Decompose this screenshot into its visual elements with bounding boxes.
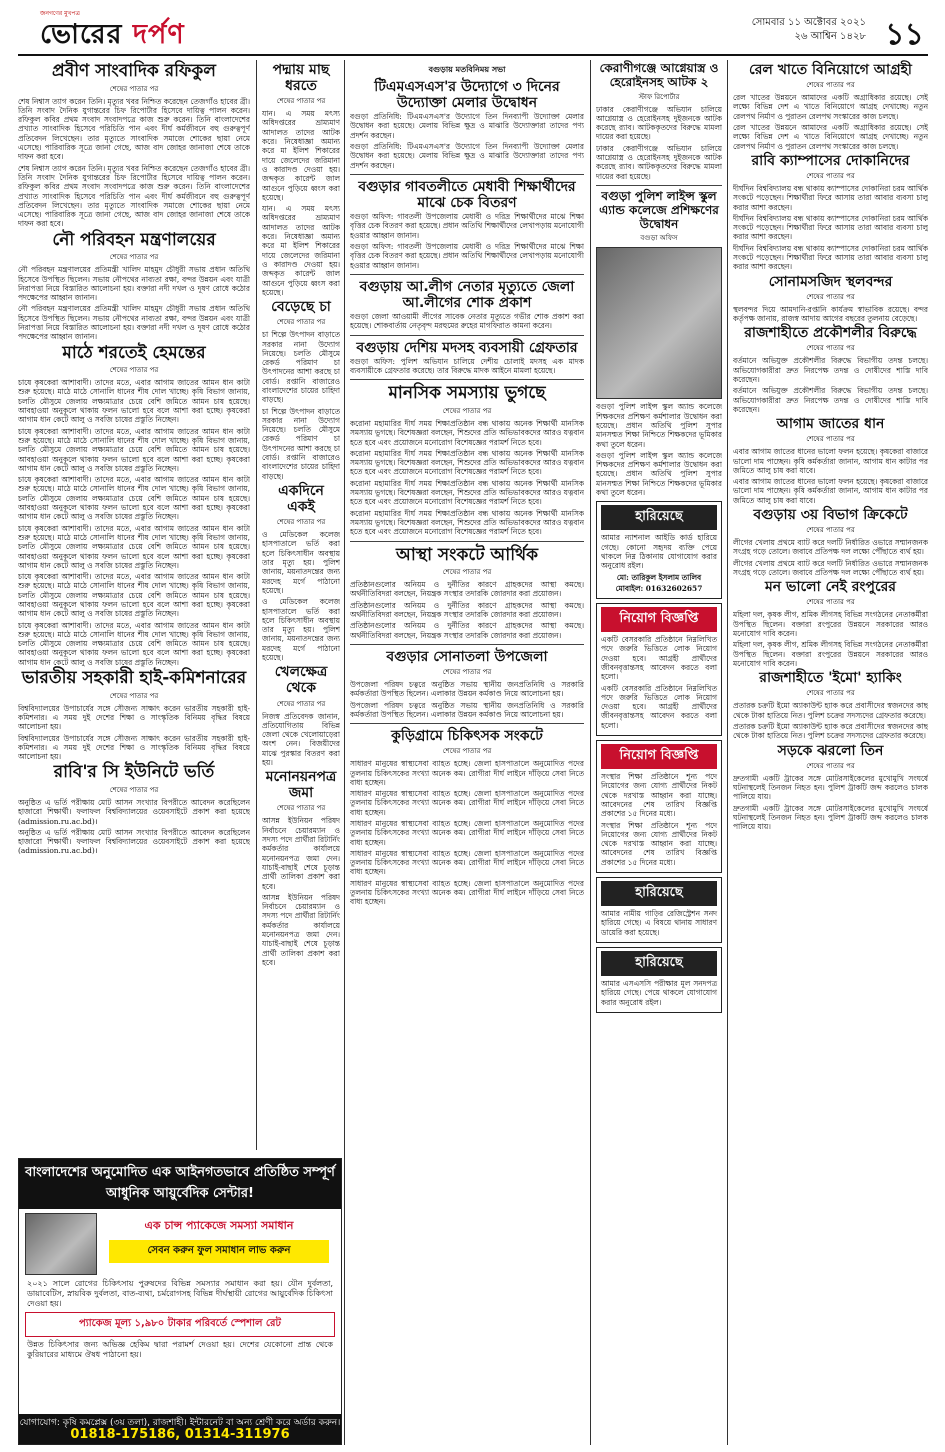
- article-text: বগুড়া প্রতিনিধি: টিএমএসএস'র উদ্যোগে তিন দিনব্যাপী উদ্যোক্তা মেলার উদ্বোধন করা হয়েছে। মেলায় বিভিন্ন ক্ষুদ্র ও মাঝারি উদ্যোক্তারা তাদের পণ্য প্রদর্শন করছেন।: [350, 112, 584, 140]
- article-text: বগুড়া অফিস: পুলিশ অভিযান চালিয়ে দেশীয় চোলাই মদসহ এক মাদক ব্যবসায়ীকে গ্রেফতার করেছে। তার বিরুদ্ধে মাদক আইনে মামলা হয়েছে।: [350, 356, 584, 376]
- continued-label: শেষের পাতার পর: [276, 518, 326, 527]
- article-text: করোনা মহামারির দীর্ঘ সময় শিক্ষাপ্রতিষ্ঠান বন্ধ থাকায় অনেক শিক্ষার্থী মানসিক সমস্যায় ভুগছে। বিশেষজ্ঞরা বলছেন, শিশুদের প্রতি অভিভাবকদের আরও যত্নবান হতে হবে এবং প্রয়োজনে মনোরোগ বিশেষজ্ঞের পরামর্শ নিতে হবে।: [350, 448, 584, 477]
- column-3: [350, 60, 584, 1445]
- headline-nou: নৌ পরিবহন মন্ত্রণালয়ের: [52, 229, 216, 250]
- continued-label: শেষের পাতার পর: [806, 761, 855, 770]
- ad-header-row: [25, 1213, 335, 1275]
- date-bengali: ২৬ আশ্বিন ১৪২৮: [794, 31, 866, 42]
- article-text: চাষে কৃষকেরা আশাবাদী। তাদের মতে, এবার আগাম জাতের আমন ধান কাটা শুরু হয়েছে। মাঠে মাঠে সোনালি ধানের শীষ দোল খাচ্ছে। কৃষি বিভাগ জানায়, চলতি মৌসুমে জেলায় লক্ষ্যমাত্রার চেয়ে বেশি জমিতে আমন চাষ হয়েছে। আবহাওয়া অনুকূলে থাকায় ফলন ভালো হবে বলে আশা করা হচ্ছে। কৃষকেরা আগাম ধান কেটে আলু ও সবজি চাষের প্রস্তুতি নিচ্ছেন।: [18, 620, 250, 667]
- article-text: সাধারণ মানুষের স্বাস্থ্যসেবা ব্যাহত হচ্ছে। জেলা হাসপাতালে অনুমোদিত পদের তুলনায় চিকিৎসকের সংখ্যা অনেক কম। রোগীরা দীর্ঘ লাইনে দাঁড়িয়ে সেবা নিতে বাধ্য হচ্ছেন।: [350, 759, 584, 787]
- continued-label: শেষের পাতার পর: [806, 171, 855, 180]
- headline-gabtoli: বগুড়ার গাবতলীতে মেধাবী শিক্ষার্থীদের মাঝে চেক বিতরণ: [358, 178, 576, 212]
- headline-agam: আগাম জাতের ধান: [776, 416, 885, 433]
- article-text: দ্রুতগামী একটি ট্রাকের সঙ্গে মোটরসাইকেলের মুখোমুখি সংঘর্ষে ঘটনাস্থলেই তিনজন নিহত হন। পুলিশ ট্রাকটি জব্দ করলেও চালক পালিয়ে যায়।: [733, 803, 928, 832]
- article-text: প্রতারক চক্রটি ইমো অ্যাকাউন্ট হ্যাক করে প্রবাসীদের স্বজনদের কাছ থেকে টাকা হাতিয়ে নিত। পুলিশ চক্রের সদস্যদের গ্রেফতার করেছে।: [733, 721, 928, 741]
- article-text: ও মেডিকেল কলেজ হাসপাতালে ভর্তি করা হলে চিকিৎসাধীন অবস্থায় তার মৃত্যু হয়। পুলিশ জানায়, ময়নাতদন্তের জন্য মরদেহ মর্গে পাঠানো হয়েছে।: [262, 530, 340, 595]
- divider: [350, 274, 584, 275]
- headline-modson: বগুড়ায় দেশিয় মদসহ ব্যবসায়ী গ্রেফতার: [356, 339, 578, 356]
- column-4: [596, 60, 722, 1445]
- continued-label: শেষের পাতার পর: [442, 667, 492, 676]
- police-training-photo: [596, 247, 722, 399]
- divider: [350, 335, 584, 336]
- headline-padma: পদ্মায় মাছ ধরতে: [272, 62, 330, 95]
- headline-tmss: টিএমএসএস'র উদ্যোগে ৩ দিনের উদ্যোক্তা মেলার উদ্বোধন: [374, 79, 560, 112]
- headline-ekdine: একদিনে একই: [278, 482, 324, 516]
- kicker-tmss: বগুড়ায় মতবিনিময় সভা: [428, 64, 506, 74]
- article-text: সাধারণ মানুষের স্বাস্থ্যসেবা ব্যাহত হচ্ছে। জেলা হাসপাতালে অনুমোদিত পদের তুলনায় চিকিৎসকের সংখ্যা অনেক কম। রোগীরা দীর্ঘ লাইনে দাঁড়িয়ে সেবা নিতে বাধ্য হচ্ছেন।: [350, 819, 584, 847]
- continued-label: শেষের পাতার পর: [806, 292, 855, 301]
- headline-police: বগুড়া পুলিশ লাইন্স স্কুল এ্যান্ড কলেজে প্রশিক্ষণের উদ্বোধন: [599, 188, 719, 231]
- article-text: মহিলা দল, কৃষক লীগ, শ্রমিক লীগসহ বিভিন্ন সংগঠনের নেতাকর্মীরা উপস্থিত ছিলেন। বক্তারা রংপুরের উন্নয়নে সরকারের আরও মনোযোগ দাবি করেন।: [733, 640, 928, 668]
- column-divider: [256, 60, 257, 1150]
- article-text: সাধারণ মানুষের স্বাস্থ্যসেবা ব্যাহত হচ্ছে। জেলা হাসপাতালে অনুমোদিত পদের তুলনায় চিকিৎসকের সংখ্যা অনেক কম। রোগীরা দীর্ঘ লাইনে দাঁড়িয়ে সেবা নিতে বাধ্য হচ্ছেন।: [350, 878, 584, 907]
- article-text: প্রতারক চক্রটি ইমো অ্যাকাউন্ট হ্যাক করে প্রবাসীদের স্বজনদের কাছ থেকে টাকা হাতিয়ে নিত। পুলিশ চক্রের সদস্যদের গ্রেফতার করেছে।: [733, 701, 928, 720]
- article-text: এবার আগাম জাতের ধানের ভালো ফলন হয়েছে। কৃষকেরা বাজারে ভালো দাম পাচ্ছেন। কৃষি কর্মকর্তারা জানান, আগাম ধান কাটার পর জমিতে আলু চাষ করা যাবে।: [733, 447, 928, 475]
- lost-notice-text: আমার এসএসসি পরীক্ষার মূল সনদপত্র হারিয়ে গেছে। পেয়ে থাকলে যোগাযোগ করার অনুরোধ রইল।: [601, 978, 717, 1007]
- continued-label: শেষের পাতার পর: [806, 689, 855, 698]
- divider: [596, 185, 722, 186]
- dateline: [752, 16, 866, 44]
- masthead-tagline: জনগণের মুখপত্র: [40, 10, 80, 17]
- headline-berechhe: বেড়েছে চা: [271, 299, 331, 316]
- continued-label: শেষের পাতার পর: [806, 344, 855, 353]
- job-notice-text: সংস্থার শিক্ষা প্রতিষ্ঠানে শূন্য পদে নিয়োগের জন্য যোগ্য প্রার্থীদের নিকট থেকে দরখাস্ত আহ্বান করা যাচ্ছে। আবেদনের শেষ তারিখ বিজ্ঞপ্তি প্রকাশের ১৫ দিনের মধ্যে।: [601, 772, 717, 819]
- continued-label: শেষের পাতার পর: [806, 81, 855, 90]
- job-notice-title: নিয়োগ বিজ্ঞপ্তি: [601, 744, 717, 769]
- headline-rajshahi-engineer: রাজশাহীতে প্রকৌশলীর বিরুদ্ধে: [744, 325, 917, 342]
- article-text: বগুড়া অফিস: গাবতলী উপজেলায় মেধাবী ও দরিদ্র শিক্ষার্থীদের মাঝে শিক্ষা বৃত্তির চেক বিতরণ করা হয়েছে। প্রধান অতিথি শিক্ষার্থীদের লেখাপড়ায় মনোযোগী হওয়ার আহ্বান জানান।: [350, 242, 584, 270]
- continued-label: শেষের পাতার পর: [109, 366, 159, 375]
- article-text: এবার আগাম জাতের ধানের ভালো ফলন হয়েছে। কৃষকেরা বাজারে ভালো দাম পাচ্ছেন। কৃষি কর্মকর্তারা জানান, আগাম ধান কাটার পর জমিতে আলু চাষ করা যাবে।: [733, 477, 928, 505]
- column-5: [733, 60, 928, 1445]
- article-text: বগুড়া পুলিশ লাইন্স স্কুল অ্যান্ড কলেজে শিক্ষকদের প্রশিক্ষণ কর্মশালার উদ্বোধন করা হয়েছে। প্রধান অতিথি পুলিশ সুপার মানসম্মত শিক্ষা নিশ্চিতে শিক্ষকদের ভূমিকার কথা তুলে ধরেন।: [596, 402, 722, 449]
- headline-sorok: সড়কে ঝরলো তিন: [777, 742, 884, 759]
- lost-notice-title: হারিয়েছে: [601, 951, 717, 976]
- article-text: দীর্ঘদিন বিশ্ববিদ্যালয় বন্ধ থাকায় ক্যাম্পাসের দোকানিরা চরম আর্থিক সংকটে পড়েছেন। শিক্ষার্থীরা ফিরে আসায় তারা আবার ব্যবসা চালু করার আশা করছেন।: [733, 213, 928, 242]
- masthead: [18, 8, 928, 56]
- date-gregorian: সোমবার ১১ অক্টোবর ২০২১: [751, 17, 866, 28]
- headline-rafiqul: প্রবীণ সাংবাদিক রফিকুল: [52, 61, 216, 81]
- continued-label: শেষের পাতার পর: [276, 318, 326, 327]
- article-text: বগুড়া অফিস: গাবতলী উপজেলায় মেধাবী ও দরিদ্র শিক্ষার্থীদের মাঝে শিক্ষা বৃত্তির চেক বিতরণ করা হয়েছে। প্রধান অতিথি শিক্ষার্থীদের লেখাপড়ায় মনোযোগী হওয়ার আহ্বান জানান।: [350, 212, 584, 240]
- job-notice-text: একটি বেসরকারি প্রতিষ্ঠানে নিম্নলিখিত পদে জরুরি ভিত্তিতে লোক নিয়োগ দেওয়া হবে। আগ্রহী প্রার্থীদের জীবনবৃত্তান্তসহ আবেদন করতে বলা হলো।: [601, 635, 717, 682]
- headline-keraniganj: কেরাণীগঞ্জে আগ্নেয়াস্ত্র ও হেরোইনসহ আটক ২: [599, 61, 719, 89]
- continued-label: শেষের পাতার পর: [276, 804, 326, 813]
- headline-rabi: রাবি'র সি ইউনিটে ভর্তি: [53, 762, 215, 783]
- headline-sonamosjid: সোনামসজিদ স্থলবন্দর: [768, 273, 893, 290]
- continued-label: শেষের পাতার পর: [109, 691, 159, 700]
- article-text: লীগের খেলায় প্রথমে ব্যাট করে দলটি নির্ধারিত ওভারে সম্মানজনক সংগ্রহ গড়ে তোলে। জবাবে প্রতিপক্ষ দল লক্ষ্যে পৌঁছাতে ব্যর্থ হয়।: [733, 538, 928, 557]
- article-text: সাধারণ মানুষের স্বাস্থ্যসেবা ব্যাহত হচ্ছে। জেলা হাসপাতালে অনুমোদিত পদের তুলনায় চিকিৎসকের সংখ্যা অনেক কম। রোগীরা দীর্ঘ লাইনে দাঁড়িয়ে সেবা নিতে বাধ্য হচ্ছেন।: [350, 789, 584, 817]
- article-text: চাষে কৃষকেরা আশাবাদী। তাদের মতে, এবার আগাম জাতের আমন ধান কাটা শুরু হয়েছে। মাঠে মাঠে সোনালি ধানের শীষ দোল খাচ্ছে। কৃষি বিভাগ জানায়, চলতি মৌসুমে জেলায় লক্ষ্যমাত্রার চেয়ে বেশি জমিতে আমন চাষ হয়েছে। আবহাওয়া অনুকূলে থাকায় ফলন ভালো হবে বলে আশা করা হচ্ছে। কৃষকেরা আগাম ধান কেটে আলু ও সবজি চাষের প্রস্তুতি নিচ্ছেন।: [18, 572, 250, 619]
- ad-product-image: [25, 1213, 97, 1275]
- ad-contact-bar: [19, 1414, 341, 1444]
- article-text: বগুড়া প্রতিনিধি: টিএমএসএস'র উদ্যোগে তিন দিনব্যাপী উদ্যোক্তা মেলার উদ্বোধন করা হয়েছে। মেলায় বিভিন্ন ক্ষুদ্র ও মাঝারি উদ্যোক্তারা তাদের পণ্য প্রদর্শন করছেন।: [350, 142, 584, 170]
- lost-notice-2: [596, 877, 722, 943]
- continued-label: শেষের পাতার পর: [806, 435, 855, 444]
- article-text: ঢাকার কেরাণীগঞ্জে অভিযান চালিয়ে আগ্নেয়াস্ত্র ও হেরোইনসহ দুইজনকে আটক করেছে র‍্যাব। আটককৃতদের বিরুদ্ধে মামলা দায়ের করা হয়েছে।: [596, 143, 722, 181]
- continued-label: শেষের পাতার পর: [806, 598, 855, 607]
- article-text: প্রতিষ্ঠানগুলোর অনিয়ম ও দুর্নীতির কারণে গ্রাহকদের আস্থা কমছে। অর্থনীতিবিদরা বলছেন, নিয়ন্ত্রক সংস্থার তদারকি জোরদার করা প্রয়োজন।: [350, 621, 584, 640]
- headline-rabi-shop: রাবি ক্যাম্পাসের দোকানিদের: [751, 152, 910, 169]
- continued-label: শেষের পাতার পর: [442, 406, 492, 415]
- column-1: [18, 60, 250, 1150]
- article-text: প্রতিষ্ঠানগুলোর অনিয়ম ও দুর্নীতির কারণে গ্রাহকদের আস্থা কমছে। অর্থনীতিবিদরা বলছেন, নিয়ন্ত্রক সংস্থার তদারকি জোরদার করা প্রয়োজন।: [350, 580, 584, 599]
- lost-notice-title: হারিয়েছে: [601, 505, 717, 530]
- ad-body-text-2: উন্নত চিকিৎসার জন্য অভিজ্ঞ হেকিম দ্বারা পরামর্শ দেওয়া হয়। দেশের যেকোনো প্রান্ত থেকে কুরিয়ারের মাধ্যমে ঔষধ পাঠানো হয়।: [27, 1340, 333, 1359]
- ad-phone-numbers: 01818-175186, 01314-311976: [70, 1427, 290, 1442]
- headline-kurigram: কুড়িগ্রামে চিকিৎসক সংকটে: [391, 728, 543, 745]
- divider: [350, 644, 584, 645]
- lost-notice-1: [596, 501, 722, 599]
- lost-notice-title: হারিয়েছে: [601, 881, 717, 906]
- article-text: উপজেলা পরিষদ চত্বরে অনুষ্ঠিত সভায় স্থানীয় জনপ্রতিনিধি ও সরকারি কর্মকর্তারা উপস্থিত ছিলেন। এলাকার উন্নয়ন কর্মকাণ্ড নিয়ে আলোচনা হয়।: [350, 700, 584, 719]
- ad-price: প্যাকেজ মূল্য ১,৯৮০ টাকার পরিবর্তে স্পেশাল রেট: [25, 1312, 335, 1337]
- article-text: চাষে কৃষকেরা আশাবাদী। তাদের মতে, এবার আগাম জাতের আমন ধান কাটা শুরু হয়েছে। মাঠে মাঠে সোনালি ধানের শীষ দোল খাচ্ছে। কৃষি বিভাগ জানায়, চলতি মৌসুমে জেলায় লক্ষ্যমাত্রার চেয়ে বেশি জমিতে আমন চাষ হয়েছে। আবহাওয়া অনুকূলে থাকায় ফলন ভালো হবে বলে আশা করা হচ্ছে। কৃষকেরা আগাম ধান কেটে আলু ও সবজি চাষের প্রস্তুতি নিচ্ছেন।: [18, 378, 250, 425]
- article-text: বর্তমানে অভিযুক্ত প্রকৌশলীর বিরুদ্ধে বিভাগীয় তদন্ত চলছে। অভিযোগকারীরা দ্রুত নিরপেক্ষ তদন্ত ও দোষীদের শাস্তি দাবি করেছেন।: [733, 386, 928, 414]
- column-2: [262, 60, 340, 1150]
- page-number: ১১: [885, 17, 924, 52]
- lost-notice-text: আমার ন্যাশনাল আইডি কার্ড হারিয়ে গেছে। কোনো সহৃদয় ব্যক্তি পেয়ে থাকলে নিম্ন ঠিকানায় যোগাযোগ করার অনুরোধ রইল।: [601, 533, 717, 571]
- article-text: দীর্ঘদিন বিশ্ববিদ্যালয় বন্ধ থাকায় ক্যাম্পাসের দোকানিরা চরম আর্থিক সংকটে পড়েছেন। শিক্ষার্থীরা ফিরে আসায় তারা আবার ব্যবসা চালু করার আশা করছেন।: [733, 183, 928, 212]
- article-text: লীগের খেলায় প্রথমে ব্যাট করে দলটি নির্ধারিত ওভারে সম্মানজনক সংগ্রহ গড়ে তোলে। জবাবে প্রতিপক্ষ দল লক্ষ্যে পৌঁছাতে ব্যর্থ হয়।: [733, 558, 928, 578]
- ad-highlight: সেবন করুন ফুল সমাধান লাভ করুন: [109, 1240, 329, 1263]
- article-text: বগুড়া পুলিশ লাইন্স স্কুল অ্যান্ড কলেজে শিক্ষকদের প্রশিক্ষণ কর্মশালার উদ্বোধন করা হয়েছে। প্রধান অতিথি পুলিশ সুপার মানসম্মত শিক্ষা নিশ্চিতে শিক্ষকদের ভূমিকার কথা তুলে ধরেন।: [596, 450, 722, 498]
- continued-label: শেষের পাতার পর: [109, 785, 159, 794]
- article-text: চাষে কৃষকেরা আশাবাদী। তাদের মতে, এবার আগাম জাতের আমন ধান কাটা শুরু হয়েছে। মাঠে মাঠে সোনালি ধানের শীষ দোল খাচ্ছে। কৃষি বিভাগ জানায়, চলতি মৌসুমে জেলায় লক্ষ্যমাত্রার চেয়ে বেশি জমিতে আমন চাষ হয়েছে। আবহাওয়া অনুকূলে থাকায় ফলন ভালো হবে বলে আশা করা হচ্ছে। কৃষকেরা আগাম ধান কেটে আলু ও সবজি চাষের প্রস্তুতি নিচ্ছেন।: [18, 523, 250, 570]
- article-text: যান। এ সময় মৎস্য অধিদপ্তরের ভ্রাম্যমাণ আদালত তাদের আটক করে। নিষেধাজ্ঞা অমান্য করে মা ইলিশ শিকারের দায়ে জেলেদের জরিমানা ও কারাদণ্ড দেওয়া হয়। জব্দকৃত কারেন্ট জাল আগুনে পুড়িয়ে ধ্বংস করা হয়েছে।: [262, 109, 340, 202]
- lost-notice-name: মো: তারিকুল ইসলাম তালিব: [616, 572, 702, 582]
- divider: [350, 174, 584, 175]
- headline-alig: বগুড়ায় আ.লীগ নেতার মৃত্যুতে জেলা আ.লীগের শোক প্রকাশ: [359, 278, 575, 312]
- continued-label: শেষের পাতার পর: [276, 699, 326, 708]
- ad-body-text: ২০২১ সালে রোগের চিকিৎসায় পুরুষদের বিভিন্ন সমস্যার সমাধান করা হয়। যৌন দুর্বলতা, ডায়াবেটিস, স্নায়বিক দুর্বলতা, বাত-ব্যথা, চর্মরোগসহ বিভিন্ন দীর্ঘস্থায়ী রোগের আয়ুর্বেদিক চিকিৎসা দেওয়া হয়।: [27, 1279, 333, 1308]
- logo-part1: ভোরের: [40, 19, 133, 50]
- ayurvedic-advertisement: [18, 1158, 342, 1445]
- article-text: অনুষ্ঠিত এ ভর্তি পরীক্ষায় মোট আসন সংখ্যার বিপরীতে আবেদন করেছিলেন হাজারো শিক্ষার্থী। ফলাফল বিশ্ববিদ্যালয়ের ওয়েবসাইটে প্রকাশ করা হয়েছে (admission.ru.ac.bd)।: [18, 797, 250, 826]
- ad-contact-address: যোগাযোগ: কৃষি কমপ্লেক্স (৩য় তলা), রাজশাহী। ইন্টারনেট বা অন্য শ্রেণী করে অর্ডার করুন।: [19, 1418, 341, 1428]
- article-text: বগুড়া জেলা আওয়ামী লীগের সাবেক নেতার মৃত্যুতে গভীর শোক প্রকাশ করা হয়েছে। শোকবার্তায় নেতৃবৃন্দ মরহুমের রুহের মাগফিরাত কামনা করেন।: [350, 312, 584, 331]
- lost-notice-phone: মোবাইল: 01632602657: [615, 583, 703, 593]
- article-text: চাষে কৃষকেরা আশাবাদী। তাদের মতে, এবার আগাম জাতের আমন ধান কাটা শুরু হয়েছে। মাঠে মাঠে সোনালি ধানের শীষ দোল খাচ্ছে। কৃষি বিভাগ জানায়, চলতি মৌসুমে জেলায় লক্ষ্যমাত্রার চেয়ে বেশি জমিতে আমন চাষ হয়েছে। আবহাওয়া অনুকূলে থাকায় ফলন ভালো হবে বলে আশা করা হচ্ছে। কৃষকেরা আগাম ধান কেটে আলু ও সবজি চাষের প্রস্তুতি নিচ্ছেন।: [18, 426, 250, 473]
- article-text: নৌ পরিবহন মন্ত্রণালয়ের প্রতিমন্ত্রী খালিদ মাহমুদ চৌধুরী সভায় প্রধান অতিথি হিসেবে উপস্থিত ছিলেন। সভায় নৌপথের নাব্যতা রক্ষা, বন্দর উন্নয়ন এবং যাত্রী নিরাপত্তা নিয়ে বিস্তারিত আলোচনা হয়। বক্তারা নদী দখল ও দূষণ রোধে কঠোর পদক্ষেপের আহ্বান জানান।: [18, 265, 250, 303]
- article-text: চা শিল্পে উৎপাদন বাড়াতে সরকার নানা উদ্যোগ নিয়েছে। চলতি মৌসুমে রেকর্ড পরিমাণ চা উৎপাদনের আশা করছে চা বোর্ড। রপ্তানি বাজারেও বাংলাদেশের চায়ের চাহিদা বাড়ছে।: [262, 406, 340, 481]
- lost-notice-text: আমার নামীয় গাড়ির রেজিস্ট্রেশন সনদ হারিয়ে গেছে। এ বিষয়ে থানায় সাধারণ ডায়েরি করা হয়েছে।: [601, 909, 717, 937]
- headline-cricket: বগুড়ায় ৩য় বিভাগ ক্রিকেটে: [753, 507, 908, 524]
- logo-part2: দর্পণ: [132, 19, 185, 50]
- job-notice-1: [596, 603, 722, 736]
- article-text: সাধারণ মানুষের স্বাস্থ্যসেবা ব্যাহত হচ্ছে। জেলা হাসপাতালে অনুমোদিত পদের তুলনায় চিকিৎসকের সংখ্যা অনেক কম। রোগীরা দীর্ঘ লাইনে দাঁড়িয়ে সেবা নিতে বাধ্য হচ্ছেন।: [350, 848, 584, 877]
- article-text: প্রতিষ্ঠানগুলোর অনিয়ম ও দুর্নীতির কারণে গ্রাহকদের আস্থা কমছে। অর্থনীতিবিদরা বলছেন, নিয়ন্ত্রক সংস্থার তদারকি জোরদার করা প্রয়োজন।: [350, 600, 584, 619]
- headline-sonatola: বগুড়ার সোনাতলা উপজেলা: [386, 648, 548, 665]
- headline-math: মাঠে শরতেই হেমন্তের: [62, 342, 206, 363]
- article-text: নৌ পরিবহন মন্ত্রণালয়ের প্রতিমন্ত্রী খালিদ মাহমুদ চৌধুরী সভায় প্রধান অতিথি হিসেবে উপস্থিত ছিলেন। সভায় নৌপথের নাব্যতা রক্ষা, বন্দর উন্নয়ন এবং যাত্রী নিরাপত্তা নিয়ে বিস্তারিত আলোচনা হয়। বক্তারা নদী দখল ও দূষণ রোধে কঠোর পদক্ষেপের আহ্বান জানান।: [18, 304, 250, 342]
- column-divider: [590, 60, 591, 1445]
- lost-notice-3: [596, 947, 722, 1013]
- ad-header-text: [103, 1213, 335, 1275]
- headline-khelkhetra: খেলক্ষেত্র থেকে: [274, 664, 328, 697]
- continued-label: শেষের পাতার পর: [109, 84, 159, 93]
- ad-headline: বাংলাদেশের অনুমোদিত এক আইনগতভাবে প্রতিষ্ঠিত সম্পূর্ণ আধুনিক আয়ুর্বেদিক সেন্টার!: [19, 1159, 341, 1209]
- article-text: করোনা মহামারির দীর্ঘ সময় শিক্ষাপ্রতিষ্ঠান বন্ধ থাকায় অনেক শিক্ষার্থী মানসিক সমস্যায় ভুগছে। বিশেষজ্ঞরা বলছেন, শিশুদের প্রতি অভিভাবকদের আরও যত্নবান হতে হবে এবং প্রয়োজনে মনোরোগ বিশেষজ্ঞের পরামর্শ নিতে হবে।: [350, 508, 584, 537]
- job-notice-2: [596, 740, 722, 873]
- article-text: রেল খাতের উন্নয়নে আমাদের একটি অগ্রাধিকার রয়েছে। সেই লক্ষ্যে বিভিন্ন দেশ এ খাতে বিনিয়োগে আগ্রহ দেখাচ্ছে। নতুন রেলপথ নির্মাণ ও পুরাতন রেলপথ সংস্কারের কাজ চলছে।: [733, 93, 928, 121]
- job-notice-text: একটি বেসরকারি প্রতিষ্ঠানে নিম্নলিখিত পদে জরুরি ভিত্তিতে লোক নিয়োগ দেওয়া হবে। আগ্রহী প্রার্থীদের জীবনবৃত্তান্তসহ আবেদন করতে বলা হলো।: [601, 683, 717, 730]
- headline-mon: মন ভালো নেই রংপুরের: [765, 579, 896, 596]
- article-text: আসন্ন ইউনিয়ন পরিষদ নির্বাচনে চেয়ারম্যান ও সদস্য পদে প্রার্থীরা রিটার্নিং কর্মকর্তার কার্যালয়ে মনোনয়নপত্র জমা দেন। যাচাই-বাছাই শেষে চূড়ান্ত প্রার্থী তালিকা প্রকাশ করা হবে।: [262, 816, 340, 891]
- headline-rail: রেল খাতে বিনিয়োগে আগ্রহী: [749, 62, 912, 78]
- article-text: নিজস্ব প্রতিবেদক জানান, প্রতিযোগিতায় বিভিন্ন জেলা থেকে খেলোয়াড়েরা অংশ নেন। বিজয়ীদের মাঝে পুরস্কার বিতরণ করা হয়।: [262, 711, 340, 767]
- headline-manosik: মানসিক সমস্যায় ভুগছে: [388, 383, 546, 404]
- article-text: করোনা মহামারির দীর্ঘ সময় শিক্ষাপ্রতিষ্ঠান বন্ধ থাকায় অনেক শিক্ষার্থী মানসিক সমস্যায় ভুগছে। বিশেষজ্ঞরা বলছেন, শিশুদের প্রতি অভিভাবকদের আরও যত্নবান হতে হবে এবং প্রয়োজনে মনোরোগ বিশেষজ্ঞের পরামর্শ নিতে হবে।: [350, 418, 584, 447]
- divider: [350, 723, 584, 724]
- article-text: যান। এ সময় মৎস্য অধিদপ্তরের ভ্রাম্যমাণ আদালত তাদের আটক করে। নিষেধাজ্ঞা অমান্য করে মা ইলিশ শিকারের দায়ে জেলেদের জরিমানা ও কারাদণ্ড দেওয়া হয়। জব্দকৃত কারেন্ট জাল আগুনে পুড়িয়ে ধ্বংস করা হয়েছে।: [262, 204, 340, 297]
- headline-monon: মনোনয়নপত্র জমা: [265, 769, 337, 802]
- article-text: রেল খাতের উন্নয়নে আমাদের একটি অগ্রাধিকার রয়েছে। সেই লক্ষ্যে বিভিন্ন দেশ এ খাতে বিনিয়োগে আগ্রহ দেখাচ্ছে। নতুন রেলপথ নির্মাণ ও পুরাতন রেলপথ সংস্কারের কাজ চলছে।: [733, 122, 928, 151]
- article-text: মহিলা দল, কৃষক লীগ, শ্রমিক লীগসহ বিভিন্ন সংগঠনের নেতাকর্মীরা উপস্থিত ছিলেন। বক্তারা রংপুরের উন্নয়নে সরকারের আরও মনোযোগ দাবি করেন।: [733, 610, 928, 639]
- continued-label: শেষের পাতার পর: [109, 253, 159, 262]
- article-text: উপজেলা পরিষদ চত্বরে অনুষ্ঠিত সভায় স্থানীয় জনপ্রতিনিধি ও সরকারি কর্মকর্তারা উপস্থিত ছিলেন। এলাকার উন্নয়ন কর্মকাণ্ড নিয়ে আলোচনা হয়।: [350, 679, 584, 699]
- column-divider: [344, 60, 345, 1445]
- job-notice-title: নিয়োগ বিজ্ঞপ্তি: [601, 607, 717, 632]
- article-text: ঢাকার কেরাণীগঞ্জে অভিযান চালিয়ে আগ্নেয়াস্ত্র ও হেরোইনসহ দুইজনকে আটক করেছে র‍্যাব। আটককৃতদের বিরুদ্ধে মামলা দায়ের করা হয়েছে।: [596, 104, 722, 142]
- article-text: শেষ নিশ্বাস ত্যাগ করেন তিনি। মৃত্যুর খবর নিশ্চিত করেছেন তেজগাঁও হাবের ব্রী। তিনি সংবাদ দৈনিক যুগান্তরের চিফ রিপোর্টার হিসেবে দায়িত্ব পালন করেন। রফিকুল কবির প্রথম সংবাদ সংবাদপত্রে কাজ শুরু করেন। তিনি বাংলাদেশের প্রখ্যাত সাংবাদিক হিসেবে পরিচিতি পান এবং দীর্ঘ কর্মজীবনে বহু গুরুত্বপূর্ণ প্রতিবেদন লিখেছেন। তার মৃত্যুতে সাংবাদিক সমাজে শোকের ছায়া নেমে এসেছে। পারিবারিক সূত্রে জানা গেছে, আজ বাদ জোহর জানাজা শেষে তাকে দাফন করা হবে।: [18, 96, 250, 162]
- byline: স্টাফ রিপোর্টার: [638, 92, 680, 101]
- article-text: দ্রুতগামী একটি ট্রাকের সঙ্গে মোটরসাইকেলের মুখোমুখি সংঘর্ষে ঘটনাস্থলেই তিনজন নিহত হন। পুলিশ ট্রাকটি জব্দ করলেও চালক পালিয়ে যায়।: [733, 773, 928, 802]
- continued-label: শেষের পাতার পর: [442, 747, 492, 756]
- article-text: বিশ্ববিদ্যালয়ের উপাচার্যের সঙ্গে সৌজন্য সাক্ষাৎ করেন ভারতীয় সহকারী হাই-কমিশনার। এ সময় দুই দেশের শিক্ষা ও সাংস্কৃতিক বিনিময় বৃদ্ধির বিষয়ে আলোচনা হয়।: [18, 733, 250, 762]
- article-text: ও মেডিকেল কলেজ হাসপাতালে ভর্তি করা হলে চিকিৎসাধীন অবস্থায় তার মৃত্যু হয়। পুলিশ জানায়, ময়নাতদন্তের জন্য মরদেহ মর্গে পাঠানো হয়েছে।: [262, 597, 340, 663]
- headline-imo: রাজশাহীতে 'ইমো' হ্যাকিং: [759, 670, 902, 687]
- article-text: চাষে কৃষকেরা আশাবাদী। তাদের মতে, এবার আগাম জাতের আমন ধান কাটা শুরু হয়েছে। মাঠে মাঠে সোনালি ধানের শীষ দোল খাচ্ছে। কৃষি বিভাগ জানায়, চলতি মৌসুমে জেলায় লক্ষ্যমাত্রার চেয়ে বেশি জমিতে আমন চাষ হয়েছে। আবহাওয়া অনুকূলে থাকায় ফলন ভালো হবে বলে আশা করা হচ্ছে। কৃষকেরা আগাম ধান কেটে আলু ও সবজি চাষের প্রস্তুতি নিচ্ছেন।: [18, 475, 250, 522]
- article-text: করোনা মহামারির দীর্ঘ সময় শিক্ষাপ্রতিষ্ঠান বন্ধ থাকায় অনেক শিক্ষার্থী মানসিক সমস্যায় ভুগছে। বিশেষজ্ঞরা বলছেন, শিশুদের প্রতি অভিভাবকদের আরও যত্নবান হতে হবে এবং প্রয়োজনে মনোরোগ বিশেষজ্ঞের পরামর্শ নিতে হবে।: [350, 478, 584, 507]
- article-text: স্থলবন্দর দিয়ে আমদানি-রপ্তানি কার্যক্রম স্বাভাবিক রয়েছে। বন্দর কর্তৃপক্ষ জানায়, রাজস্ব আদায় আগের বছরের তুলনায় বেড়েছে।: [733, 304, 928, 324]
- article-text: আসন্ন ইউনিয়ন পরিষদ নির্বাচনে চেয়ারম্যান ও সদস্য পদে প্রার্থীরা রিটার্নিং কর্মকর্তার কার্যালয়ে মনোনয়নপত্র জমা দেন। যাচাই-বাছাই শেষে চূড়ান্ত প্রার্থী তালিকা প্রকাশ করা হবে।: [262, 892, 340, 967]
- article-text: বর্তমানে অভিযুক্ত প্রকৌশলীর বিরুদ্ধে বিভাগীয় তদন্ত চলছে। অভিযোগকারীরা দ্রুত নিরপেক্ষ তদন্ত ও দোষীদের শাস্তি দাবি করেছেন।: [733, 356, 928, 385]
- article-text: দীর্ঘদিন বিশ্ববিদ্যালয় বন্ধ থাকায় ক্যাম্পাসের দোকানিরা চরম আর্থিক সংকটে পড়েছেন। শিক্ষার্থীরা ফিরে আসায় তারা আবার ব্যবসা চালু করার আশা করছেন।: [733, 243, 928, 272]
- newspaper-logo: [40, 14, 185, 59]
- divider: [350, 379, 584, 380]
- article-text: অনুষ্ঠিত এ ভর্তি পরীক্ষায় মোট আসন সংখ্যার বিপরীতে আবেদন করেছিলেন হাজারো শিক্ষার্থী। ফলাফল বিশ্ববিদ্যালয়ের ওয়েবসাইটে প্রকাশ করা হয়েছে (admission.ru.ac.bd)।: [18, 827, 250, 856]
- divider: [350, 541, 584, 542]
- ad-offer: এক চান্স প্যাকেজে সমস্যা সমাধান: [144, 1219, 294, 1232]
- article-text: শেষ নিশ্বাস ত্যাগ করেন তিনি। মৃত্যুর খবর নিশ্চিত করেছেন তেজগাঁও হাবের ব্রী। তিনি সংবাদ দৈনিক যুগান্তরের চিফ রিপোর্টার হিসেবে দায়িত্ব পালন করেন। রফিকুল কবির প্রথম সংবাদ সংবাদপত্রে কাজ শুরু করেন। তিনি বাংলাদেশের প্রখ্যাত সাংবাদিক হিসেবে পরিচিতি পান এবং দীর্ঘ কর্মজীবনে বহু গুরুত্বপূর্ণ প্রতিবেদন লিখেছেন। তার মৃত্যুতে সাংবাদিক সমাজে শোকের ছায়া নেমে এসেছে। পারিবারিক সূত্রে জানা গেছে, আজ বাদ জোহর জানাজা শেষে তাকে দাফন করা হবে।: [18, 163, 250, 229]
- continued-label: শেষের পাতার পর: [806, 526, 855, 535]
- job-notice-text: সংস্থার শিক্ষা প্রতিষ্ঠানে শূন্য পদে নিয়োগের জন্য যোগ্য প্রার্থীদের নিকট থেকে দরখাস্ত আহ্বান করা যাচ্ছে। আবেদনের শেষ তারিখ বিজ্ঞপ্তি প্রকাশের ১৫ দিনের মধ্যে।: [601, 820, 717, 867]
- article-text: চা শিল্পে উৎপাদন বাড়াতে সরকার নানা উদ্যোগ নিয়েছে। চলতি মৌসুমে রেকর্ড পরিমাণ চা উৎপাদনের আশা করছে চা বোর্ড। রপ্তানি বাজারেও বাংলাদেশের চায়ের চাহিদা বাড়ছে।: [262, 330, 340, 405]
- headline-astha: আস্থা সংকটে আর্থিক: [396, 544, 538, 565]
- byline: বগুড়া অফিস: [640, 234, 678, 243]
- continued-label: শেষের পাতার পর: [442, 568, 492, 577]
- article-text: বিশ্ববিদ্যালয়ের উপাচার্যের সঙ্গে সৌজন্য সাক্ষাৎ করেন ভারতীয় সহকারী হাই-কমিশনার। এ সময় দুই দেশের শিক্ষা ও সাংস্কৃতিক বিনিময় বৃদ্ধির বিষয়ে আলোচনা হয়।: [18, 703, 250, 732]
- headline-varot: ভারতীয় সহকারী হাই-কমিশনারের: [21, 668, 247, 689]
- column-divider: [727, 60, 728, 1445]
- continued-label: শেষের পাতার পর: [276, 97, 326, 106]
